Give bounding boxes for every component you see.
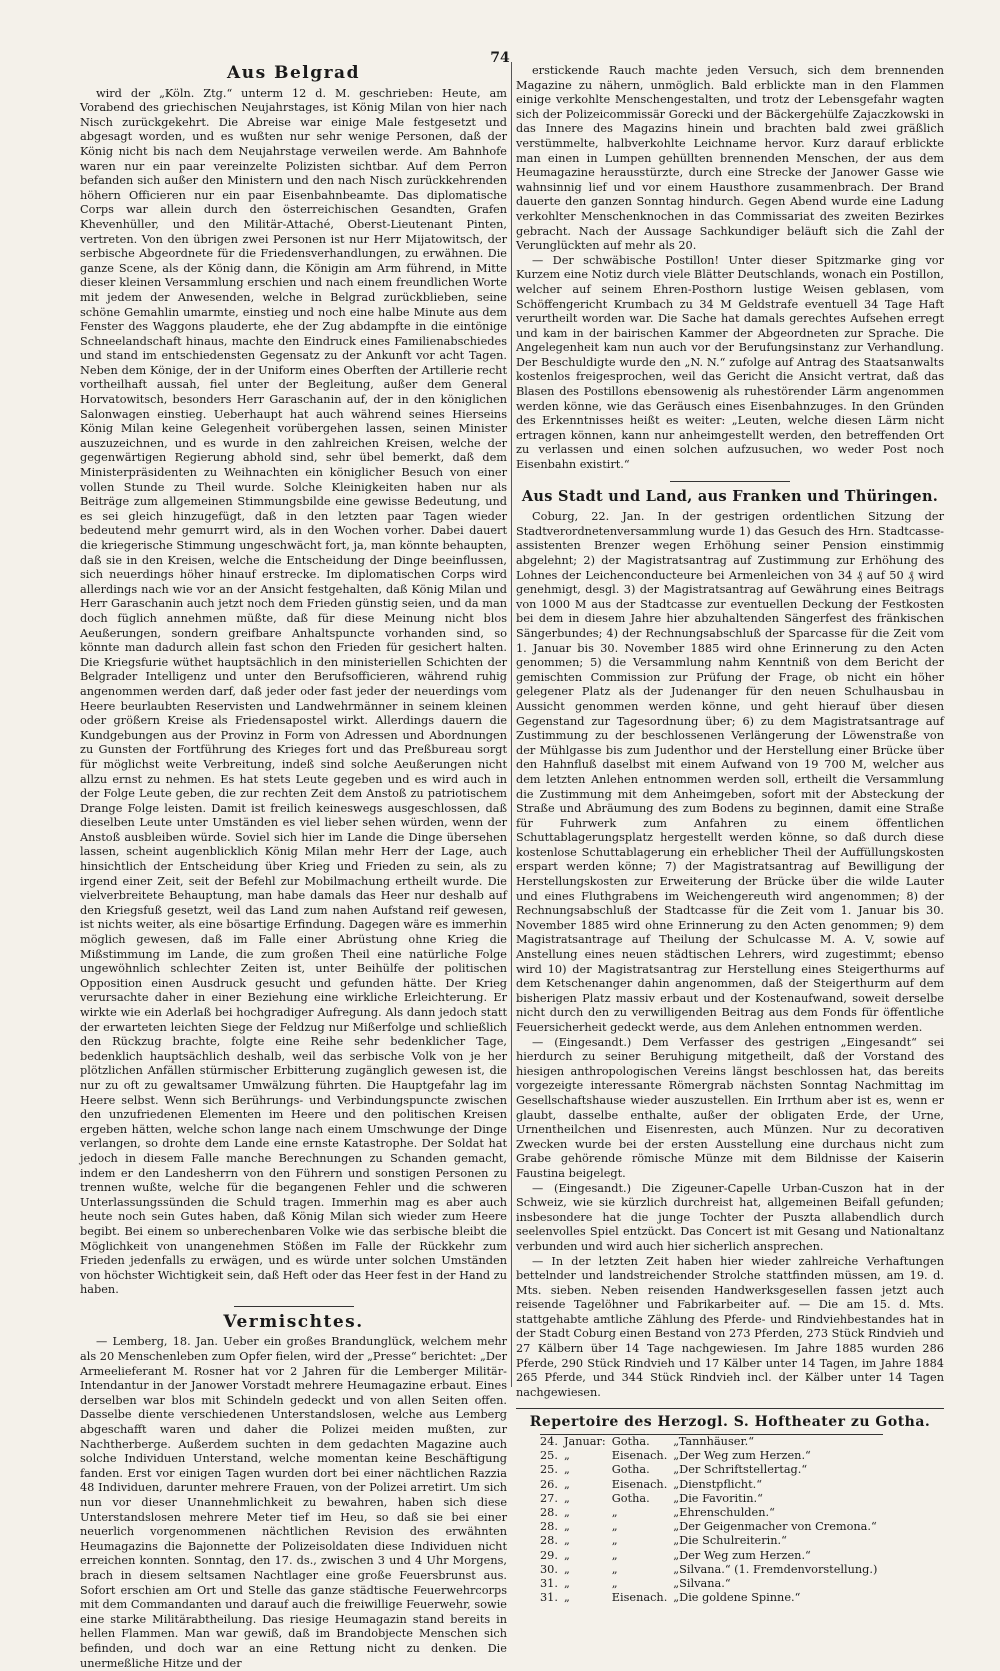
repertoire-date: 31. [540,1577,558,1591]
repertoire-row [540,1577,883,1591]
repertoire-date: 27. [540,1491,558,1505]
repertoire-place: „ [611,1577,618,1591]
repertoire-place: Eisenach. [611,1591,668,1605]
repertoire-title: „Die Favoritin.“ [673,1491,763,1505]
section-title-belgrad: Aus Belgrad [227,63,360,83]
article-paragraph: — Lemberg, 18. Jan. Ueber ein großes Brandunglück, welchem mehr als 20 Menschenleben zum Opfer fielen, wird der „Presse“ berichtet: „Der Armeelieferant M. Rosner hat vor 2 Jahren für die Lemberger Militär-Intendantur in der Janower Vorstadt mehrere Heumagazine erbaut. Eines derselben war blos mit Schindeln gedeckt und von allen Seiten offen. Dasselbe diente verschiedenen Unterstandslosen, welche aus Lemberg abgeschafft waren und daher die Polizei meiden mußten, zur Nachtherberge. Außerdem suchten in dem gedachten Magazine auch solche Individuen Unterstand, welche momentan keine Beschäftigung fanden. Erst vor einigen Tagen wurden dort bei einer nächtlichen Razzia 48 Individuen, darunter mehrere Frauen, von der Polizei arretirt. Um sich nun vor dieser Unannehmlichkeit zu bewahren, haben sich diese Unterstandslosen mehrere Meter tief im Heu, so daß sie bei einer neuerlich vorgenommenen nächtlichen Revision des erwähnten Heumagazins die Bajonnette der Polizeisoldaten diese Individuen nicht erreichen konnten. Sonntag, den 17. ds., zwischen 3 und 4 Uhr Morgens, brach in diesem seltsamen Nachtlager eine große Feuersbrunst aus. Sofort erschien am Ort und Stelle das ganze städtische Feuerwehrcorps mit dem Commandanten und darauf auch die freiwillige Feuerwehr, sowie eine starke Militärabtheilung. Das riesige Heumagazin stand bereits in hellen Flammen. Man war gewiß, daß im Brandobjecte Menschen sich befinden, und doch war an eine Rettung nicht zu denken. Die unermeßliche Hitze und der [80,1335,507,1670]
repertoire-place: „ [611,1562,618,1576]
article-paragraph: — (Eingesandt.) Die Zigeuner-Capelle Urban-Cuszon hat in der Schweiz, wie sie kürzlich durchreist hat, allgemeinen Beifall gefunden; insbesondere hat die junge Tochter der Puszta allabendlich durch seelenvolles Spiel entzückt. Das Concert ist mit Gesang und Nationaltanz verbunden und wird auch hier sicherlich ansprechen. [516,1181,944,1253]
article-paragraph: — In der letzten Zeit haben hier wieder zahlreiche Verhaftungen bettelnder und landstreichender Strolche stattfinden müssen, am 19. d. Mts. sieben. Neben reisenden Handwerksgesellen fassen jetzt auch reisende Tagelöhner und Fabrikarbeiter auf. — Die am 15. d. Mts. stattgehabte amtliche Zählung des Pferde- und Rindviehbestandes hat in der Stadt Coburg einen Bestand von 273 Pferden, 273 Stück Rindvieh und 27 Kälbern über 14 Tage nachgewiesen. Im Jahre 1885 wurden 286 Pferde, 290 Stück Rindvieh und 17 Kälber unter 14 Tagen, im Jahre 1884 265 Pferde, und 344 Stück Rindvieh incl. der Kälber unter 14 Tagen nachgewiesen. [516,1254,944,1399]
repertoire-table [540,1434,883,1605]
repertoire-row [540,1435,883,1450]
article-paragraph: erstickende Rauch machte jeden Versuch, sich dem brennenden Magazine zu nähern, unmöglich. Bald erblickte man in den Flammen einige verkohlte Menschengestalten, und trotz der Lebensgefahr wagten sich der Polizeicommissär Gorecki und der Bäckergehülfe Zajaczkowski in das Innere des Magazins hinein und brachten bald zwei gräßlich verstümmelte, halbverkohlte Leichname hervor. Kurz darauf erblickte man einen in Lumpen gehüllten brennenden Menschen, der aus dem Heumagazine herausstürzte, durch eine Strecke der Janower Gasse wie wahnsinnig lief und vor einem Hausthore zusammenbrach. Der Brand dauerte den ganzen Sonntag hindurch. Gegen Abend wurde eine Ladung verkohlter Menschenknochen in das Commissariat des zweiten Bezirkes gebracht. Nach der Aussage Sachkundiger beläuft sich die Zahl der Verunglückten auf mehr als 20. [516,64,944,253]
repertoire-month: „ [563,1449,570,1463]
repertoire-row [540,1534,883,1548]
repertoire-row [540,1449,883,1463]
repertoire-title: „Der Schriftstellertag.“ [673,1463,808,1477]
repertoire-title: „Ehrenschulden.“ [673,1506,775,1520]
repertoire-title: „Der Geigenmacher von Cremona.“ [673,1520,877,1534]
repertoire-title: „Silvana.“ (1. Fremdenvorstellung.) [673,1562,878,1576]
repertoire-month: „ [563,1548,570,1562]
repertoire-place: „ [611,1534,618,1548]
repertoire-place: Eisenach. [611,1449,668,1463]
repertoire-title: Repertoire des Herzogl. S. Hoftheater zu Gotha. [529,1414,931,1431]
repertoire-month: „ [563,1506,570,1520]
repertoire-row [540,1520,883,1534]
repertoire-month: „ [563,1491,570,1505]
repertoire-place: Gotha. [611,1491,650,1505]
separator-rule [234,1306,354,1307]
repertoire-month: „ [563,1520,570,1534]
article-paragraph: wird der „Köln. Ztg.“ unterm 12 d. M. geschrieben: Heute, am Vorabend des griechischen Neujahrstages, ist König Milan von hier nach Nisch zurückgekehrt. Die Abreise war einige Male festgesetzt und abgesagt worden, und es wußten nur sehr wenige Personen, daß der König nicht bis nach dem Neujahrstage verweilen werde. Am Bahnhofe waren nur ein paar vereinzelte Polizisten sichtbar. Auf dem Perron befanden sich außer den Ministern und den nach Nisch zurückkehrenden höhern Officieren nur ein paar Eisenbahnbeamte. Das diplomatische Corps war allein durch den österreichischen Gesandten, Grafen Khevenhüller, und den Militär-Attaché, Oberst-Lieutenant Pinten, vertreten. Von den übrigen zwei Personen ist nur Herr Mijatowitsch, der serbische Abgeordnete für die Friedensverhandlungen, zu erwähnen. Die ganze Scene, als der König dann, die Königin am Arm führend, in Mitte dieser kleinen Versammlung erschien und nach einem freundlichen Worte mit jedem der Anwesenden, welche in Belgrad zurückblieben, seine schöne Gemahlin umarmte, einstieg und noch eine halbe Minute aus dem Fenster des Waggons plauderte, ehe der Zug abdampfte in die eintönige Schneelandschaft hinaus, machte den Eindruck eines Familienabschiedes und stand im entschiedensten Gegensatz zu der Ankunft vor acht Tagen. Neben dem Könige, der in der Uniform eines Oberften der Artillerie recht vortheilhaft aussah, fiel unter der Begleitung, außer dem General Horvatowitsch, besonders Herr Garaschanin auf, der in den königlichen Salonwagen einstieg. Ueberhaupt hat auch während seines Hierseins König Milan keine Gelegenheit vorübergehen lassen, seinen Minister auszuzeichnen, und es wurde in den zahlreichen Kreisen, welche der gegenwärtigen Regierung abhold sind, sehr übel bemerkt, daß dem Ministerpräsidenten zu Weihnachten ein königlicher Besuch von einer vollen Stunde zu Theil wurde. Solche Kleinigkeiten haben nur als Beiträge zum allgemeinen Stimmungsbilde eine gewisse Bedeutung, und es sei gleich hinzugefügt, daß in den letzten paar Tagen wieder bedeutend mehr gemurrt wird, als in den Wochen vorher. Dabei dauert die kriegerische Stimmung ungeschwächt fort, ja, man könnte behaupten, daß sie in den Kreisen, welche die Entscheidung der Dinge beeinflussen, sich neuerdings höher hinauf erstrecke. Im diplomatischen Corps wird allerdings nach wie vor an der Ansicht festgehalten, daß König Milan und Herr Garaschanin auch jetzt noch dem Frieden günstig seien, und da man doch füglich annehmen müßte, daß für diese Meinung nicht blos Aeußerungen, sondern greifbare Anhaltspuncte vorhanden sind, so könnte man dadurch allein fast schon den Frieden für gesichert halten. Die Kriegsfurie wüthet hauptsächlich in den ministeriellen Schichten der Belgrader Intelligenz und unter den Berufsofficieren, während ruhig angenommen werden darf, daß jeder oder fast jeder der neuerdings vom Heere beurlaubten Reservisten und Landwehrmänner in seinem kleinen oder größern Kreise als Friedensapostel wirkt. Allerdings dauern die Kundgebungen aus der Provinz in Form von Adressen und Abordnungen zu Gunsten der Fortführung des Krieges fort und das Preßbureau sorgt für möglichst weite Verbreitung, indeß sind solche Aeußerungen nicht allzu ernst zu nehmen. Es hat stets Leute gegeben und es wird auch in der Folge Leute geben, die zur rechten Zeit dem Anstoß zu patriotischem Drange Folge leisten. Damit ist freilich keineswegs ausgeschlossen, daß dieselben Leute unter Umständen es viel lieber sehen würden, wenn der Anstoß ausbleiben würde. Soviel sich hier im Lande die Dinge übersehen lassen, scheint augenblicklich König Milan mehr Herr der Lage, auch hinsichtlich der Entscheidung über Krieg und Frieden zu sein, als zu irgend einer Zeit, seit der Befehl zur Mobilmachung ertheilt wurde. Die vielverbreitete Behauptung, man habe damals das Heer nur deshalb auf den Kriegsfuß gesetzt, weil das Land zum nahen Aufstand reif gewesen, ist nichts weiter, als eine bösartige Erfindung. Dagegen wäre es immerhin möglich gewesen, daß im Falle einer Abrüstung ohne Krieg die Mißstimmung im Lande, die zum großen Theil eine natürliche Folge ungewöhnlich schlechter Zeiten ist, unter Beihülfe der politischen Opposition einen Ausdruck gesucht und gefunden hätte. Der Krieg verursachte daher in einer Beziehung eine wirkliche Erleichterung. Er wirkte wie ein Aderlaß bei hochgradiger Aufregung. Als dann jedoch statt der erwarteten leichten Siege der Feldzug nur Mißerfolge und schließlich den Rückzug brachte, folgte eine Reihe sehr bedenklicher Tage, bedenklich hauptsächlich deshalb, weil das serbische Volk von je her plötzlichen Anfällen stürmischer Erbitterung zugänglich gewesen ist, die nur zu oft zu gewaltsamer Umwälzung führten. Die Hauptgefahr lag im Heere selbst. Wenn sich Berührungs- und Verbindungspuncte zwischen den unzufriedenen Elementen im Heere und den politischen Kreisen ergeben hätten, welche schon lange nach einem Umschwunge der Dinge verlangen, so drohte dem Lande eine ernste Katastrophe. Der Soldat hat jedoch in diesem Falle manche Berechnungen zu Schanden gemacht, indem er den Landesherrn von den Führern und sonstigen Personen zu trennen wußte, welche für die begangenen Fehler und die schweren Unterlassungssünden die Schuld tragen. Immerhin mag es aber auch heute noch sein Gutes haben, daß König Milan sich wieder zum Heere begibt. Bei einem so unberechenbaren Volke wie das serbische bleibt die Möglichkeit von unangenehmen Stößen im Falle der Rückkehr zum Frieden jedenfalls zu erwägen, und es würde unter solchen Umständen von höchster Wichtigkeit sein, daß Heft oder das Heer fest in der Hand zu haben. [80,86,507,1297]
repertoire-month: „ [563,1591,570,1605]
repertoire-row [540,1478,883,1492]
repertoire-place: „ [611,1520,618,1534]
repertoire-title: „Der Weg zum Herzen.“ [673,1449,811,1463]
repertoire-title: „Dienstpflicht.“ [673,1477,762,1491]
article-paragraph: — (Eingesandt.) Dem Verfasser des gestrigen „Eingesandt“ sei hierdurch zu seiner Beruhigung mitgetheilt, daß der Vorstand des hiesigen anthropologischen Vereins längst beschlossen hat, das bereits vorgezeigte interessante Römergrab nächsten Sonntag Nachmittag im Gesellschaftshause wieder auszustellen. Ein Irrthum aber ist es, wenn er glaubt, dasselbe enthalte, außer der obligaten Erde, der Urne, Urnentheilchen und Eisenresten, auch Münzen. Nur zu decorativen Zwecken wurde bei der ersten Ausstellung eine durchaus nicht zum Grabe gehörende römische Münze mit dem Bildnisse der Kaiserin Faustina beigelegt. [516,1035,944,1180]
repertoire-month: „ [563,1534,570,1548]
repertoire-place: Gotha. [611,1435,650,1449]
repertoire-date: 30. [540,1562,558,1576]
repertoire-date: 28. [540,1506,558,1520]
separator-rule [516,1408,944,1409]
repertoire-row [540,1492,883,1506]
page-number: 74 [490,50,510,66]
section-title-stadt-und-land: Aus Stadt und Land, aus Franken und Thüringen. [521,487,939,505]
article-paragraph: Coburg, 22. Jan. In der gestrigen ordentlichen Sitzung der Stadtverordnetenversammlung wurde 1) das Gesuch des Hrn. Stadtcasse-assistenten Brenzer wegen Erhöhung seiner Pension einstimmig abgelehnt; 2) der Magistratsantrag auf Zustimmung zur Erhöhung des Lohnes der Leichenconducteure bei Armenleichen von 34 ₰ auf 50 ₰ wird genehmigt, desgl. 3) der Magistratsantrag auf Gewährung eines Beitrags von 1000 M aus der Stadtcasse zur eventuellen Deckung der Festkosten bei dem in diesem Jahre hier abzuhaltenden Sängerfest des fränkischen Sängerbundes; 4) der Rechnungsabschluß der Sparcasse für die Zeit vom 1. Januar bis 30. November 1885 wird ohne Erinnerung zu den Acten genommen; 5) die Versammlung nahm Kenntniß von dem Bericht der gemischten Commission zur Prüfung der Frage, ob nicht ein höher gelegener Platz als der Judenanger für den neuen Schulhausbau in Aussicht genommen werden könne, und geht hierauf über diesen Gegenstand zur Tagesordnung über; 6) zu dem Magistratsantrage auf Zustimmung zu der beschlossenen Verlängerung der Löwenstraße von der Mühlgasse bis zum Judenthor und der Herstellung einer Brücke über den Hahnfluß daselbst mit einem Aufwand von 19 700 M, welcher aus dem letzten Anlehen entnommen werden soll, ertheilt die Versammlung die Zustimmung mit dem Anheimgeben, sofort mit der Absteckung der Straße und Abräumung des zum Bodens zu beginnen, damit eine Straße für Fuhrwerk zum Anfahren zu einem öffentlichen Schuttablagerungsplatz hergestellt werden könne, so daß durch diese kostenlose Schuttablagerung ein erheblicher Theil der Auffüllungskosten erspart werden könne; 7) der Magistratsantrag auf Bewilligung der Herstellungskosten zur Erweiterung der Brücke über die wilde Lauter und eines Fluthgrabens im Weichengereuth wird angenommen; 8) der Rechnungsabschluß der Stadtcasse für die Zeit vom 1. Januar bis 30. November 1885 wird ohne Erinnerung zu den Acten genommen; 9) dem Magistratsantrage auf Theilung der Schulcasse M. A. V, sowie auf Anstellung eines neuen städtischen Lehrers, wird zugestimmt; ebenso wird 10) der Magistratsantrag zur Herstellung eines Steigerthurms auf dem Ketschenanger dahin angenommen, daß der Steigerthurm auf dem bisherigen Platz massiv erbaut und der Kostenaufwand, soweit derselbe nicht durch den zu verwilligenden Beitrag aus dem Fonds für öffentliche Feuersicherheit gedeckt werde, aus dem Anlehen entnommen werden. [516,510,944,1034]
repertoire-month: „ [563,1577,570,1591]
repertoire-row [540,1463,883,1477]
separator-rule [670,481,790,482]
repertoire-date: 24. [540,1435,558,1449]
repertoire-place: Gotha. [611,1463,650,1477]
repertoire-place: „ [611,1548,618,1562]
repertoire-date: 25. [540,1463,558,1477]
repertoire-title: „Die goldene Spinne.“ [673,1591,801,1605]
repertoire-month: „ [563,1477,570,1491]
section-title-vermischtes: Vermischtes. [223,1311,364,1332]
article-paragraph: — Der schwäbische Postillon! Unter dieser Spitzmarke ging vor Kurzem eine Notiz durch viele Blätter Deutschlands, wonach ein Postillon, welcher auf seinem Ehren-Posthorn lustige Weisen geblasen, vom Schöffengericht Krumbach zu 34 M Geldstrafe eventuell 34 Tage Haft verurtheilt worden war. Die Sache hat damals gerechtes Aufsehen erregt und kam in der bairischen Kammer der Abgeordneten zur Sprache. Die Angelegenheit kam nun auch vor der Berufungsinstanz zur Verhandlung. Der Beschuldigte wurde den „N. N.“ zufolge auf Antrag des Staatsanwalts kostenlos freigesprochen, weil das Gericht die Ansicht vertrat, daß das Blasen des Postillons ebensowenig als ruhestörender Lärm angenommen werden könne, wie das Geräusch eines Eisenbahnzuges. In den Gründen des Erkenntnisses heißt es weiter: „Leuten, welche diesen Lärm nicht ertragen können, kann nur anheimgestellt werden, den betreffenden Ort zu verlassen und einen solchen aufzusuchen, wo weder Post noch Eisenbahn existirt.“ [516,253,944,472]
repertoire-title: „Die Schulreiterin.“ [673,1534,787,1548]
repertoire-month: Januar: [563,1435,606,1449]
repertoire-title: „Der Weg zum Herzen.“ [673,1548,811,1562]
repertoire-row [540,1591,883,1605]
column-divider [511,62,512,1387]
repertoire-date: 25. [540,1449,558,1463]
repertoire-row [540,1506,883,1520]
repertoire-date: 26. [540,1477,558,1491]
repertoire-title: „Silvana.“ [673,1577,731,1591]
repertoire-title: „Tannhäuser.“ [673,1435,754,1449]
repertoire-row [540,1549,883,1563]
repertoire-date: 31. [540,1591,558,1605]
left-column [80,63,507,1670]
repertoire-month: „ [563,1562,570,1576]
repertoire-row [540,1563,883,1577]
repertoire-date: 28. [540,1534,558,1548]
repertoire-date: 28. [540,1520,558,1534]
right-column [516,64,944,1605]
repertoire-place: Eisenach. [611,1477,668,1491]
repertoire-place: „ [611,1506,618,1520]
repertoire-month: „ [563,1463,570,1477]
repertoire-date: 29. [540,1548,558,1562]
